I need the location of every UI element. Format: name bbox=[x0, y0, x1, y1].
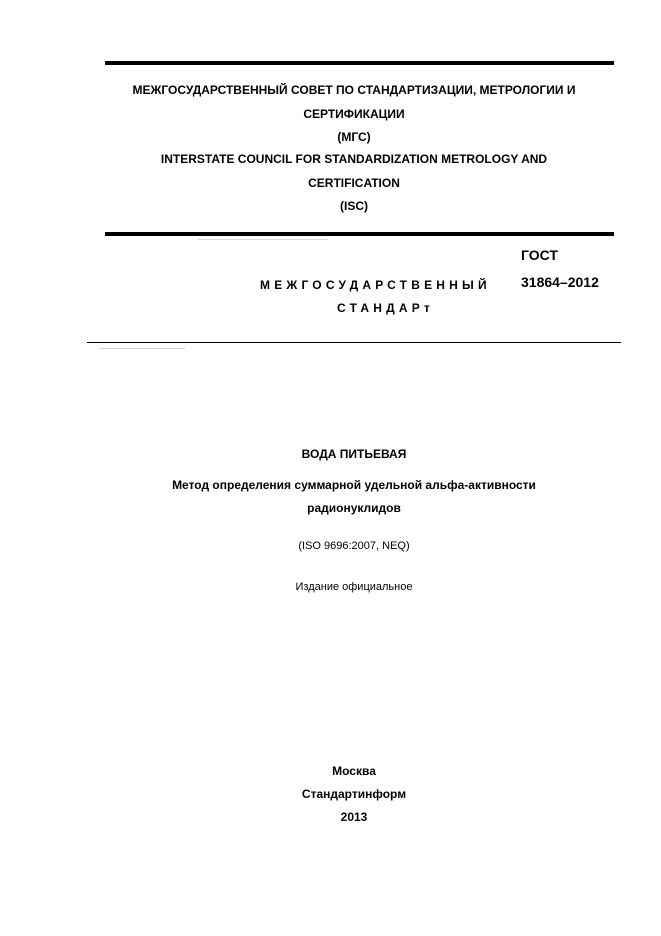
council-name-ru-line2: СЕРТИФИКАЦИИ bbox=[303, 107, 405, 121]
council-name-ru-line1: МЕЖГОСУДАРСТВЕННЫЙ СОВЕТ ПО СТАНДАРТИЗАЦИИ, МЕТРОЛОГИИ И bbox=[132, 83, 576, 97]
council-name-en-line1: INTERSTATE COUNCIL FOR STANDARDIZATION METROLOGY AND bbox=[160, 152, 548, 166]
document-title: ВОДА ПИТЬЕВАЯ bbox=[301, 447, 407, 461]
designation-rule bbox=[87, 342, 621, 343]
standard-type-line2: СТАНДАРт bbox=[337, 301, 434, 315]
edition-note: Издание официальное bbox=[295, 581, 413, 593]
imprint-city: Москва bbox=[332, 764, 376, 778]
scan-artifact bbox=[100, 348, 185, 349]
imprint-year: 2013 bbox=[340, 810, 368, 824]
council-name-en-line2: CERTIFICATION bbox=[308, 176, 400, 190]
document-subtitle-line1: Метод определения суммарной удельной альфа-активности bbox=[172, 478, 536, 492]
document-subtitle-line2: радионуклидов bbox=[307, 501, 401, 515]
council-abbr-ru: (МГС) bbox=[337, 130, 371, 144]
gost-label: ГОСТ bbox=[521, 247, 558, 263]
gost-number: 31864–2012 bbox=[521, 274, 599, 290]
iso-reference: (ISO 9696:2007, NEQ) bbox=[298, 540, 410, 552]
council-abbr-en: (ISC) bbox=[340, 199, 368, 213]
scan-artifact bbox=[198, 239, 328, 240]
top-rule bbox=[105, 61, 614, 65]
standard-type-line1: МЕЖГОСУДАРСТВЕННЫЙ bbox=[260, 278, 491, 292]
header-bottom-rule bbox=[105, 232, 614, 236]
imprint-publisher: Стандартинформ bbox=[301, 787, 407, 801]
